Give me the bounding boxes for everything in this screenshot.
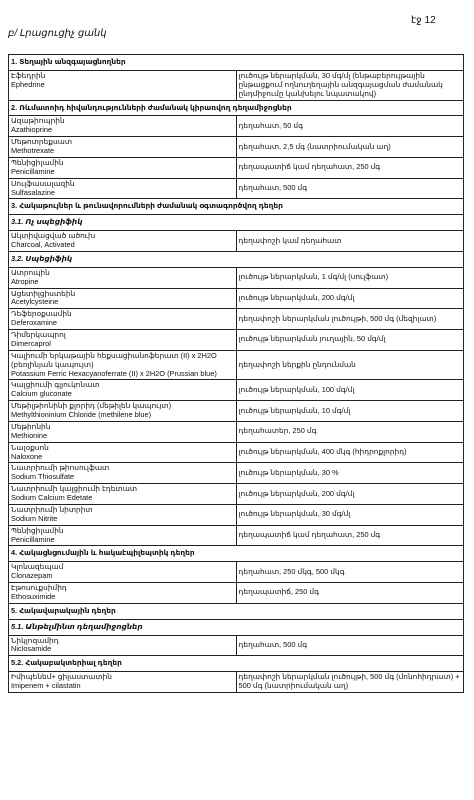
medicine-name-armenian: Ատրոպին bbox=[11, 267, 50, 277]
medicine-row bbox=[9, 635, 464, 656]
medicine-name-armenian: Մեթիլթիոնինի քլորիդ (մեթիլեն կապույտ) bbox=[11, 401, 172, 411]
medicine-row bbox=[9, 463, 464, 484]
medicine-name-armenian: Էթոսուքսիմիդ bbox=[11, 583, 67, 592]
medicine-name-latin: Sodium Thiosulfate bbox=[11, 472, 75, 482]
medicine-name-cell bbox=[9, 350, 237, 380]
medicines-table bbox=[8, 54, 464, 693]
medicine-name-latin: Sulfasalazine bbox=[11, 187, 55, 197]
medicine-row bbox=[9, 583, 464, 604]
dosage-form-cell: դեղապատիճ կամ դեղահատ, 250 մգ bbox=[236, 157, 464, 178]
medicine-name-cell bbox=[9, 231, 237, 252]
dosage-form-cell: լուծույթ ներարկման, 30 մգ/մլ bbox=[236, 504, 464, 525]
subsection-header-row bbox=[9, 251, 464, 267]
dosage-form-cell: լուծույթ ներարկման, 30 մգ/մլ (ենթաբերույթային ընթացքում ողնուղեղային անզգայացման ժամանակ ընդմիջումը կանխելու նպատակով) bbox=[236, 70, 464, 100]
dosage-form-cell: դեղահատեր, 250 մգ bbox=[236, 421, 464, 442]
medicine-name-latin: Ephedrine bbox=[11, 79, 45, 89]
medicine-name-armenian: Պենիցիլամին bbox=[11, 525, 64, 535]
medicine-name-armenian: Կալցիումի գլյուկոնատ bbox=[11, 380, 100, 390]
dosage-form-cell: դեղահատ, 2,5 մգ (նատրիումական աղ) bbox=[236, 137, 464, 158]
medicine-name-cell bbox=[9, 137, 237, 158]
medicine-row bbox=[9, 231, 464, 252]
medicine-name-armenian: Նատրիումի կալցիումի էդետատ bbox=[11, 484, 138, 494]
medicine-name-latin: Methionine bbox=[11, 430, 48, 440]
medicine-name-cell bbox=[9, 672, 237, 693]
medicine-name-cell bbox=[9, 288, 237, 309]
medicine-row bbox=[9, 484, 464, 505]
section-title: 3. Հակաթույներ և թունավորումների ժամանակ օգտագործվող դեղեր bbox=[9, 199, 464, 215]
medicine-name-latin: Acetylcysteine bbox=[11, 297, 59, 307]
section-header-row bbox=[9, 199, 464, 215]
dosage-form-cell: լուծույթ ներարկման, 100 մգ/մլ bbox=[236, 380, 464, 401]
medicine-name-cell bbox=[9, 380, 237, 401]
medicine-name-armenian: Ակտիվացված ածուխ bbox=[11, 231, 96, 241]
medicine-name-armenian: Իմիպենեմ+ ցիլաստատին bbox=[11, 672, 112, 682]
medicine-name-latin: Sodium Nitrite bbox=[11, 513, 58, 523]
medicine-name-armenian: Նատրիումի նիտրիտ bbox=[11, 504, 93, 514]
dosage-form-cell: դեղափոշի ներարկման լուծույթի, 500 մգ (մեզիլատ) bbox=[236, 309, 464, 330]
medicine-name-armenian: Պենիցիլամին bbox=[11, 157, 64, 167]
medicine-name-latin: Methylthioninium Chloride (methilene blue) bbox=[11, 410, 152, 419]
medicine-name-latin: Calcium gluconate bbox=[11, 389, 72, 399]
medicine-row bbox=[9, 137, 464, 158]
medicine-name-latin: Imipenem + cilastatin bbox=[11, 681, 81, 690]
medicine-row bbox=[9, 309, 464, 330]
medicine-row bbox=[9, 504, 464, 525]
subsection-title: 5.1. Անթելմինտ դեղամիջոցներ bbox=[9, 619, 464, 635]
subsection-title: 3.1. Ոչ սպեցիֆիկ bbox=[9, 215, 464, 231]
medicine-name-cell bbox=[9, 525, 237, 546]
medicine-name-armenian: Սուլֆասալազին bbox=[11, 178, 75, 188]
medicine-name-armenian: Ացետիլցիստեին bbox=[11, 288, 76, 298]
medicine-name-latin: Clonazepam bbox=[11, 571, 53, 581]
medicine-row bbox=[9, 157, 464, 178]
dosage-form-cell: լուծույթ ներարկման, 400 մկգ (հիդրոքլորիդ) bbox=[236, 442, 464, 463]
medicine-name-cell bbox=[9, 504, 237, 525]
medicine-row bbox=[9, 380, 464, 401]
medicine-name-latin: Penicillamine bbox=[11, 534, 55, 544]
medicine-name-latin: Dimercaprol bbox=[11, 338, 51, 348]
medicine-row bbox=[9, 672, 464, 693]
medicine-name-armenian: Մեթոտրեքսատ bbox=[11, 137, 73, 147]
section-header-row bbox=[9, 603, 464, 619]
subsection-header-row bbox=[9, 619, 464, 635]
medicine-name-cell bbox=[9, 421, 237, 442]
medicine-name-cell bbox=[9, 583, 237, 604]
section-title: 4. Հակացնցումային և հակաէպիլեպտիկ դեղեր bbox=[9, 546, 464, 562]
medicine-name-latin: Niclosamide bbox=[11, 644, 52, 654]
medicine-name-cell bbox=[9, 442, 237, 463]
dosage-form-cell: լուծույթ ներարկման, 10 մգ/մլ bbox=[236, 401, 464, 422]
subsection-header-row bbox=[9, 215, 464, 231]
medicine-name-latin: Ethosuximide bbox=[11, 591, 56, 601]
medicine-name-cell bbox=[9, 401, 237, 422]
medicine-name-armenian: Դեֆերօքսամին bbox=[11, 309, 72, 319]
medicine-name-cell bbox=[9, 116, 237, 137]
dosage-form-cell: լուծույթ ներարկման, 30 % bbox=[236, 463, 464, 484]
section-title: 1. Տեղային անզգայացնողներ bbox=[9, 55, 464, 71]
section-title: 5.2. Հակաբակտերիալ դեղեր bbox=[9, 656, 464, 672]
page-number: էջ 12 bbox=[411, 15, 436, 26]
medicine-name-latin: Atropine bbox=[11, 276, 39, 286]
subsection-title: 3.2. Սպեցիֆիկ bbox=[9, 251, 464, 267]
medicine-name-cell bbox=[9, 562, 237, 583]
medicine-name-armenian: Կալիումի երկաթային հեքսացիանոֆերատ (II) x 2H2O (բեռլինյան կապույտ) bbox=[11, 350, 217, 369]
medicine-row bbox=[9, 178, 464, 199]
medicine-row bbox=[9, 525, 464, 546]
medicine-row bbox=[9, 401, 464, 422]
dosage-form-cell: դեղահատ, 250 մկգ, 500 մկգ bbox=[236, 562, 464, 583]
medicine-row bbox=[9, 442, 464, 463]
medicine-name-cell bbox=[9, 463, 237, 484]
section-header-row bbox=[9, 100, 464, 116]
dosage-form-cell: դեղահատ, 500 մգ bbox=[236, 178, 464, 199]
medicine-name-cell bbox=[9, 330, 237, 351]
medicine-row bbox=[9, 267, 464, 288]
medicine-name-cell bbox=[9, 157, 237, 178]
medicine-row bbox=[9, 330, 464, 351]
dosage-form-cell: լուծույթ ներարկման յուղային, 50 մգ/մլ bbox=[236, 330, 464, 351]
medicine-name-armenian: Նիկլոզամիդ bbox=[11, 635, 59, 645]
section-header-row bbox=[9, 656, 464, 672]
medicine-name-cell bbox=[9, 635, 237, 656]
medicine-name-latin: Potassium Ferric Hexacyanoferrate (II) x 2H2O (Prussian blue) bbox=[11, 368, 217, 378]
medicine-name-armenian: Դիմերկապրոլ bbox=[11, 330, 66, 339]
dosage-form-cell: դեղափոշի ներարկման լուծույթի, 500 մգ (մոնոհիդրատ) + 500 մգ (նատրիումական աղ) bbox=[236, 672, 464, 693]
medicine-name-cell bbox=[9, 309, 237, 330]
dosage-form-cell: լուծույթ ներարկման, 1 մգ/մլ (սուլֆատ) bbox=[236, 267, 464, 288]
medicine-name-latin: Deferoxamine bbox=[11, 318, 58, 328]
medicine-row bbox=[9, 350, 464, 380]
medicine-name-armenian: Նալօքսոն bbox=[11, 442, 49, 452]
dosage-form-cell: դեղափոշի ներքին ընդունման bbox=[236, 350, 464, 380]
medicine-name-armenian: Էֆեդրին bbox=[11, 70, 46, 80]
medicine-name-latin: Naloxone bbox=[11, 451, 43, 461]
medicine-name-armenian: Ազաթիոպրին bbox=[11, 116, 65, 126]
medicine-name-latin: Sodium Calcium Edetate bbox=[11, 493, 93, 502]
medicine-row bbox=[9, 288, 464, 309]
section-header-row bbox=[9, 546, 464, 562]
dosage-form-cell: լուծույթ ներարկման, 200 մգ/մլ bbox=[236, 288, 464, 309]
medicine-name-latin: Azathioprine bbox=[11, 125, 53, 135]
medicine-name-cell bbox=[9, 70, 237, 100]
medicine-name-latin: Charcoal, Activated bbox=[11, 240, 75, 249]
section-title: 5. Հակավարակային դեղեր bbox=[9, 603, 464, 619]
dosage-form-cell: դեղահատ, 500 մգ bbox=[236, 635, 464, 656]
medicine-row bbox=[9, 116, 464, 137]
medicine-name-cell bbox=[9, 484, 237, 505]
dosage-form-cell: լուծույթ ներարկման, 200 մգ/մլ bbox=[236, 484, 464, 505]
medicine-row bbox=[9, 421, 464, 442]
dosage-form-cell: դեղափոշի կամ դեղահատ bbox=[236, 231, 464, 252]
medicine-name-cell bbox=[9, 267, 237, 288]
dosage-form-cell: դեղապատիճ կամ դեղահատ, 250 մգ bbox=[236, 525, 464, 546]
medicine-name-latin: Penicillamine bbox=[11, 166, 55, 176]
medicine-row bbox=[9, 70, 464, 100]
list-heading: բ/ Լրացուցիչ ցանկ bbox=[8, 28, 107, 39]
section-title: 2. Ռևմատոիդ հիվանդությունների ժամանակ կիրառվող դեղամիջոցներ bbox=[9, 100, 464, 116]
dosage-form-cell: դեղապատիճ, 250 մգ bbox=[236, 583, 464, 604]
medicine-row bbox=[9, 562, 464, 583]
medicine-name-armenian: Մեթիոնին bbox=[11, 421, 51, 431]
medicine-name-latin: Methotrexate bbox=[11, 146, 55, 155]
medicine-name-cell bbox=[9, 178, 237, 199]
medicine-name-armenian: Կլոնազեպամ bbox=[11, 562, 64, 572]
section-header-row bbox=[9, 55, 464, 71]
medicine-name-armenian: Նատրիումի թիոսուլֆատ bbox=[11, 463, 110, 473]
dosage-form-cell: դեղահատ, 50 մգ bbox=[236, 116, 464, 137]
